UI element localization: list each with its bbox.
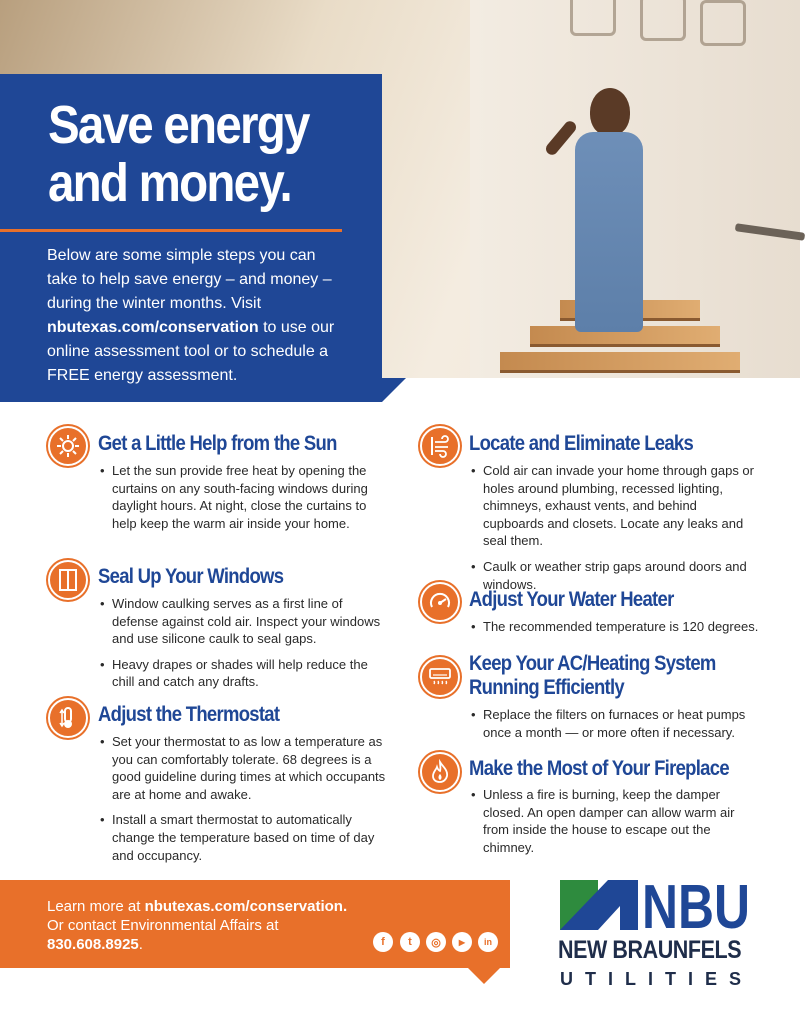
photo-woman-adjusting-thermostat: [565, 88, 655, 338]
section-title: Adjust the Thermostat: [98, 703, 280, 726]
list-item: • Set your thermostat to as low a temperature as you can comfortably tolerate. 68 degrees is a good guideline during times at which occupants are at home and awake.: [98, 733, 386, 803]
footer-text: Or contact Environmental Affairs at: [47, 917, 279, 934]
bullet-list: [469, 618, 761, 644]
section-title-line: Running Efficiently: [469, 676, 625, 699]
photo-chair: [640, 0, 686, 41]
bullet-list: [98, 462, 370, 540]
list-item: • Install a smart thermostat to automatically change the temperature based on time of day and occupancy.: [98, 811, 386, 864]
hero-panel-tail: [382, 378, 406, 402]
thermostat-icon: [48, 698, 88, 738]
fireplace-flame-icon: [420, 752, 460, 792]
list-item: • Window caulking serves as a first line of defense against cold air. Inspect your windows and use silicone caulk to seal gaps.: [98, 595, 383, 648]
bullet-list: [469, 786, 761, 864]
intro-text-part: to use our online assessment tool or to schedule a FREE energy assessment.: [47, 319, 335, 384]
intro-link[interactable]: nbutexas.com/conservation: [47, 319, 259, 336]
twitter-icon[interactable]: t: [400, 932, 420, 952]
ac-heating-unit-icon: [420, 657, 460, 697]
bullet-list: [469, 462, 761, 601]
intro-text: [47, 244, 347, 388]
youtube-icon[interactable]: ▶: [452, 932, 472, 952]
list-item: • Caulk or weather strip gaps around doors and windows.: [469, 558, 761, 593]
footer-phone[interactable]: 830.608.8925: [47, 936, 139, 953]
bullet-list: [98, 733, 386, 872]
list-item: • Cold air can invade your home through gaps or holes around plumbing, recessed lighting, chimneys, exhaust vents, and behind cupboards and closets. Locate any leaks and seal them.: [469, 462, 761, 550]
logo-company-name: NEW BRAUNFELS: [558, 936, 742, 964]
footer-contact-text: [47, 897, 377, 954]
sun-icon: [48, 426, 88, 466]
section-title: Adjust Your Water Heater: [469, 588, 674, 611]
nbu-logo-letters: NBU: [642, 873, 750, 942]
intro-text-part: Below are some simple steps you can take to help save energy – and money – during the winter months. Visit: [47, 247, 332, 312]
footer-bar: [0, 880, 510, 968]
photo-chair: [700, 0, 746, 46]
bullet-list: [98, 595, 383, 699]
section-title: Get a Little Help from the Sun: [98, 432, 337, 455]
photo-chair: [570, 0, 616, 36]
linkedin-icon[interactable]: in: [478, 932, 498, 952]
hero-panel: [0, 74, 382, 402]
water-heater-gauge-icon: [420, 582, 460, 622]
section-title: Locate and Eliminate Leaks: [469, 432, 694, 455]
section-title: Make the Most of Your Fireplace: [469, 757, 729, 780]
title-line-2: and money.: [48, 153, 291, 213]
page-title: [48, 96, 330, 212]
photo-stair-step: [500, 352, 740, 373]
window-icon: [48, 560, 88, 600]
nbu-logo-mark: [558, 873, 754, 942]
nbu-logo: [558, 873, 758, 996]
bullet-list: [469, 706, 761, 749]
title-divider: [0, 229, 342, 232]
section-title: Seal Up Your Windows: [98, 565, 284, 588]
footer-link[interactable]: nbutexas.com/conservation.: [144, 898, 348, 915]
title-line-1: Save energy: [48, 95, 309, 155]
list-item: • Unless a fire is burning, keep the damper closed. An open damper can allow warm air from inside the house to escape out the chimney.: [469, 786, 761, 856]
facebook-icon[interactable]: f: [373, 932, 393, 952]
air-leak-icon: [420, 426, 460, 466]
footer-text: Learn more at: [47, 898, 145, 915]
footer-bar-tail: [468, 968, 500, 984]
section-title: [469, 652, 716, 700]
list-item: • Replace the filters on furnaces or heat pumps once a month — or more often if necessary.: [469, 706, 761, 741]
list-item: • The recommended temperature is 120 degrees.: [469, 618, 761, 636]
list-item: • Let the sun provide free heat by opening the curtains on any south-facing windows during daylight hours. At night, close the curtains to help keep the warm air inside your home.: [98, 462, 370, 532]
instagram-icon[interactable]: ◎: [426, 932, 446, 952]
section-title-line: Keep Your AC/Heating System: [469, 652, 716, 675]
list-item: • Heavy drapes or shades will help reduce the chill and catch any drafts.: [98, 656, 383, 691]
footer-text: .: [138, 936, 143, 953]
logo-utilities-text: UTILITIES: [560, 969, 753, 989]
